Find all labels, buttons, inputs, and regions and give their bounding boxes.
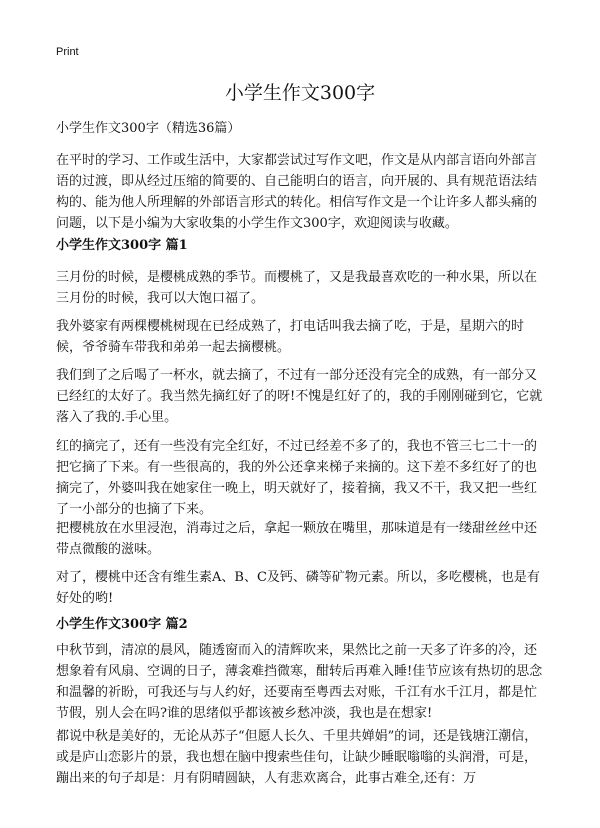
section1-paragraph-6: 对了，樱桃中还含有维生素A、B、C及钙、磷等矿物元素。所以，多吃樱桃，也是有好处的哟! (56, 570, 540, 606)
section1-paragraph-4: 红的摘完了，还有一些没有完全红好，不过已经差不多了的，我也不管三七二十一的把它摘了下来。有一些很高的，我的外公还拿来梯子来摘的。这下差不多红好了的也摘完了，外婆叫我在她家住一晚上，明天就好了，接着摘，我又不干，我又把一些红了一小部分的也摘了下来。 (56, 439, 538, 517)
section1-paragraph-5: 把樱桃放在水里浸泡，消毒过之后，拿起一颗放在嘴里，那味道是有一缕甜丝丝中还带点微酸的滋味。 (56, 521, 538, 557)
section1-paragraph-3: 我们到了之后喝了一杯水，就去摘了，不过有一部分还没有完全的成熟，有一部分又已经红的太好了。我当然先摘红好了的呀!不愧是红好了的，我的手刚刚碰到它，它就落入了我的.手心里。 (56, 368, 543, 425)
section1-paragraph-1: 三月份的时候，是樱桃成熟的季节。而樱桃了，又是我最喜欢吃的一种水果，所以在三月份的时候，我可以大饱口福了。 (56, 270, 538, 306)
section2-paragraph-2: 都说中秋是美好的，无论从苏子“但愿人长久、千里共婵娟”的词，还是钱塘江潮信，或是庐山恋影片的景，我也想在脑中搜索些佳句，让缺少睡眠嗡嗡的头润滑，可是，蹦出来的句子却是：月有阴晴圆缺，人有悲欢离合，此事古难全,还有：万 (56, 729, 538, 786)
page-title: 小学生作文300字 (224, 82, 376, 104)
section1-paragraph-2: 我外婆家有两棵樱桃树现在已经成熟了，打电话叫我去摘了吃，于是，星期六的时候，爷爷骑车带我和弟弟一起去摘樱桃。 (56, 319, 525, 355)
section2-paragraph-1: 中秋节到，清凉的晨风，随透窗而入的清辉吹来，果然比之前一天多了许多的冷，还想象着有风扇、空调的日子，薄衾难挡微寒，酣转后再难入睡!佳节应该有热切的思念和温馨的祈盼，可我还与与人约好，还要南至粤西去对账，千江有水千江月，都是忙节假，别人会在吗?谁的思绪似乎都该被乡愁冲淡，我也是在想家! (56, 643, 543, 721)
section-heading-1: 小学生作文300字 篇1 (56, 238, 188, 253)
intro-paragraph: 在平时的学习、工作或生活中，大家都尝试过写作文吧，作文是从内部言语向外部言语的过渡，即从经过压缩的简要的、自己能明白的语言，向开展的、具有规范语法结构的、能为他人所理解的外部语言形式的转化。相信写作文是一个让许多人都头痛的问题，以下是小编为大家收集的小学生作文300字，欢迎阅读与收藏。 (56, 153, 538, 231)
section-heading-2: 小学生作文300字 篇2 (56, 617, 188, 632)
document-subtitle: 小学生作文300字（精选36篇） (56, 121, 241, 136)
print-link[interactable]: Print (56, 46, 79, 58)
